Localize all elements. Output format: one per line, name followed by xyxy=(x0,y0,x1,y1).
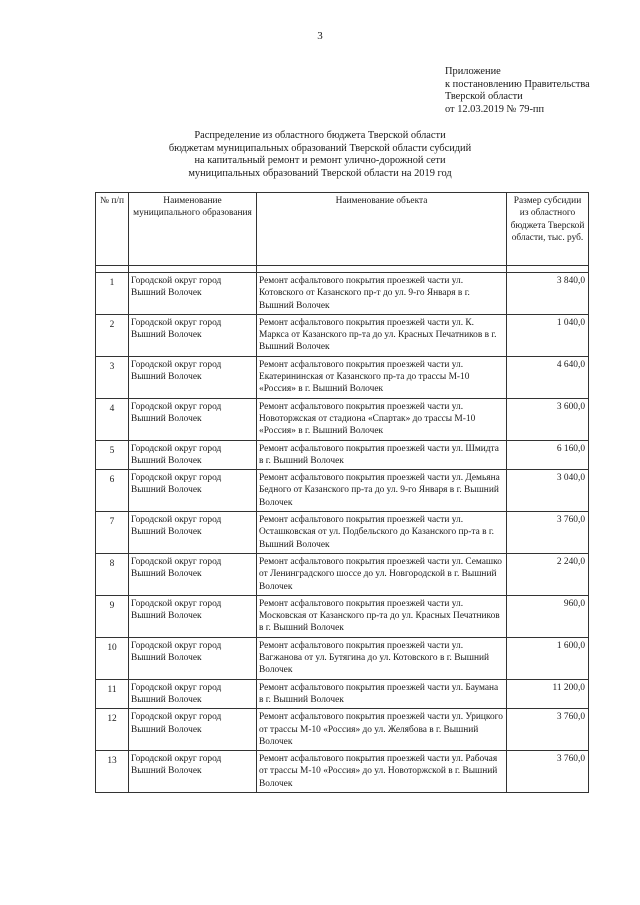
row-number: 8 xyxy=(96,553,129,595)
appendix-line: Тверской области xyxy=(445,91,523,103)
row-amount: 4 640,0 xyxy=(507,356,589,398)
row-number: 7 xyxy=(96,512,129,554)
table-row xyxy=(96,314,589,356)
title-line: муниципальных образований Тверской области на 2019 год xyxy=(188,167,452,179)
row-amount: 6 160,0 xyxy=(507,440,589,470)
row-municipality: Городской округ город Вышний Волочек xyxy=(129,273,257,315)
row-amount: 11 200,0 xyxy=(507,679,589,709)
row-amount: 960,0 xyxy=(507,595,589,637)
row-object: Ремонт асфальтового покрытия проезжей части ул. Семашко от Ленинградского шоссе до ул. Новгородской в г. Вышний Волочек xyxy=(257,553,507,595)
table-row xyxy=(96,273,589,315)
document-title xyxy=(150,130,490,180)
appendix-block xyxy=(445,66,590,116)
appendix-line: Приложение xyxy=(445,66,501,77)
table-row xyxy=(96,512,589,554)
row-municipality: Городской округ город Вышний Волочек xyxy=(129,512,257,554)
row-amount: 1 040,0 xyxy=(507,314,589,356)
header-spacer-row xyxy=(96,266,589,273)
table-row xyxy=(96,709,589,751)
appendix-line: к постановлению Правительства xyxy=(445,78,590,90)
row-number: 13 xyxy=(96,751,129,793)
row-amount: 3 600,0 xyxy=(507,398,589,440)
row-object: Ремонт асфальтового покрытия проезжей части ул. Урицкого от трассы М-10 «Россия» до ул. Желябова в г. Вышний Волочек xyxy=(257,709,507,751)
table-row xyxy=(96,553,589,595)
row-object: Ремонт асфальтового покрытия проезжей части ул. Вагжанова от ул. Бутягина до ул. Котовского в г. Вышний Волочек xyxy=(257,637,507,679)
row-number: 6 xyxy=(96,470,129,512)
row-municipality: Городской округ город Вышний Волочек xyxy=(129,679,257,709)
table-row xyxy=(96,440,589,470)
row-municipality: Городской округ город Вышний Волочек xyxy=(129,470,257,512)
row-object: Ремонт асфальтового покрытия проезжей части ул. Екатерининская от Казанского пр-та до трассы М-10 «Россия» в г. Вышний Волочек xyxy=(257,356,507,398)
table-row xyxy=(96,470,589,512)
header-object: Наименование объекта xyxy=(257,193,507,266)
row-number: 12 xyxy=(96,709,129,751)
row-object: Ремонт асфальтового покрытия проезжей части ул. Котовского от Казанского пр-т до ул. 9-го Января в г. Вышний Волочек xyxy=(257,273,507,315)
row-number: 5 xyxy=(96,440,129,470)
row-number: 10 xyxy=(96,637,129,679)
row-amount: 2 240,0 xyxy=(507,553,589,595)
header-num: № п/п xyxy=(96,193,129,266)
row-municipality: Городской округ город Вышний Волочек xyxy=(129,709,257,751)
table-body xyxy=(96,273,589,793)
row-number: 1 xyxy=(96,273,129,315)
row-amount: 3 760,0 xyxy=(507,709,589,751)
table-row xyxy=(96,751,589,793)
appendix-line: от 12.03.2019 № 79-пп xyxy=(445,103,545,115)
title-line: Распределение из областного бюджета Тверской области xyxy=(194,130,446,141)
row-number: 2 xyxy=(96,314,129,356)
row-object: Ремонт асфальтового покрытия проезжей части ул. Рабочая от трассы М-10 «Россия» до ул. Новоторжской в г. Вышний Волочек xyxy=(257,751,507,793)
row-amount: 3 760,0 xyxy=(507,751,589,793)
row-object: Ремонт асфальтового покрытия проезжей части ул. Баумана в г. Вышний Волочек xyxy=(257,679,507,709)
row-number: 4 xyxy=(96,398,129,440)
row-object: Ремонт асфальтового покрытия проезжей части ул. К. Маркса от Казанского пр-та до ул. Красных Печатников в г. Вышний Волочек xyxy=(257,314,507,356)
row-object: Ремонт асфальтового покрытия проезжей части ул. Шмидта в г. Вышний Волочек xyxy=(257,440,507,470)
row-number: 11 xyxy=(96,679,129,709)
table-row xyxy=(96,398,589,440)
row-municipality: Городской округ город Вышний Волочек xyxy=(129,440,257,470)
row-number: 3 xyxy=(96,356,129,398)
subsidy-table xyxy=(95,192,589,793)
header-municipality: Наименование муниципального образования xyxy=(129,193,257,266)
table-row xyxy=(96,637,589,679)
row-amount: 3 040,0 xyxy=(507,470,589,512)
row-amount: 1 600,0 xyxy=(507,637,589,679)
row-number: 9 xyxy=(96,595,129,637)
row-municipality: Городской округ город Вышний Волочек xyxy=(129,637,257,679)
table-row xyxy=(96,679,589,709)
table-row xyxy=(96,595,589,637)
table-header-row xyxy=(96,193,589,266)
header-amount: Размер субсидии из областного бюджета Тверской области, тыс. руб. xyxy=(507,193,589,266)
row-municipality: Городской округ город Вышний Волочек xyxy=(129,356,257,398)
row-object: Ремонт асфальтового покрытия проезжей части ул. Московская от Казанского пр-та до ул. Красных Печатников в г. Вышний Волочек xyxy=(257,595,507,637)
row-municipality: Городской округ город Вышний Волочек xyxy=(129,751,257,793)
row-amount: 3 840,0 xyxy=(507,273,589,315)
title-line: на капитальный ремонт и ремонт улично-дорожной сети xyxy=(194,155,446,167)
row-municipality: Городской округ город Вышний Волочек xyxy=(129,398,257,440)
row-municipality: Городской округ город Вышний Волочек xyxy=(129,553,257,595)
row-municipality: Городской округ город Вышний Волочек xyxy=(129,314,257,356)
row-object: Ремонт асфальтового покрытия проезжей части ул. Новоторжская от стадиона «Спартак» до трассы М-10 «Россия» в г. Вышний Волочек xyxy=(257,398,507,440)
row-object: Ремонт асфальтового покрытия проезжей части ул. Осташковская от ул. Подбельского до Казанского пр-та в г. Вышний Волочек xyxy=(257,512,507,554)
row-object: Ремонт асфальтового покрытия проезжей части ул. Демьяна Бедного от Казанского пр-та до ул. 9-го Января в г. Вышний Волочек xyxy=(257,470,507,512)
page-number: 3 xyxy=(317,30,323,42)
title-line: бюджетам муниципальных образований Тверской области субсидий xyxy=(168,142,472,154)
row-amount: 3 760,0 xyxy=(507,512,589,554)
table-row xyxy=(96,356,589,398)
row-municipality: Городской округ город Вышний Волочек xyxy=(129,595,257,637)
